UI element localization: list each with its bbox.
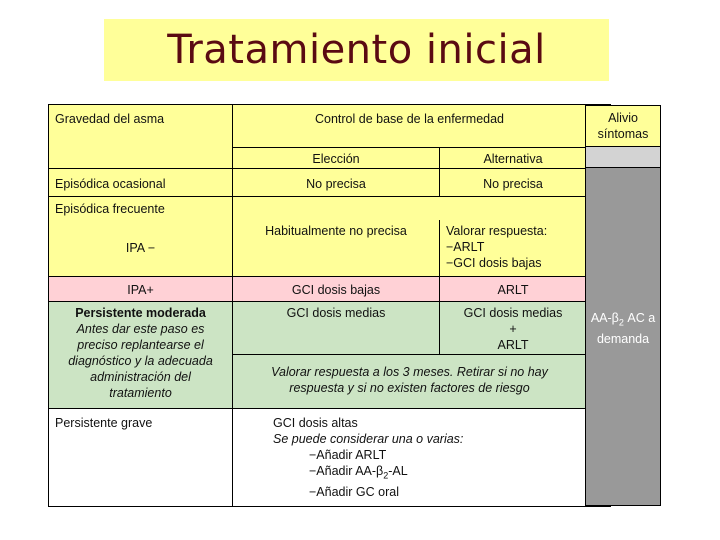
row-ipa-pos-label: IPA+ — [49, 276, 232, 301]
alivio-sub-header — [585, 146, 661, 167]
ipa-neg-alternativa: Valorar respuesta: −ARLT −GCI dosis bajas — [439, 220, 586, 276]
ipa-pos-alternativa: ARLT — [439, 276, 586, 301]
row-moderada-label: Persistente moderada Antes dar este paso es preciso replantearse el diagnóstico y la adecuada administración del tratamiento — [49, 301, 232, 408]
alivio-body: $AA-\beta_2$ AC a demanda — [585, 167, 661, 506]
moderada-eleccion: GCI dosis medias — [232, 301, 439, 354]
moderada-alternativa: GCI dosis medias + ARLT — [439, 301, 586, 354]
header-eleccion: Elección — [232, 147, 439, 168]
ipa-pos-eleccion: GCI dosis bajas — [232, 276, 439, 301]
header-alternativa: Alternativa — [439, 147, 586, 168]
ocasional-alternativa: No precisa — [439, 168, 586, 196]
alivio-line1: $AA-\beta_2$ AC a — [590, 311, 656, 328]
treatment-table — [48, 104, 611, 507]
moderada-valorar-note: Valorar respuesta a los 3 meses. Retirar si no hay respuesta y si no existen factores de riesgo — [232, 354, 586, 408]
row-ocasional-label: Episódica ocasional — [49, 168, 232, 196]
grave-opt2: −Añadir $AA-\beta_2-AL$ — [309, 464, 408, 481]
row-frecuente-label: Episódica frecuente — [49, 196, 232, 220]
title-banner — [104, 19, 609, 81]
ocasional-eleccion: No precisa — [232, 168, 439, 196]
alivio-header-box: Alivio síntomas — [585, 105, 661, 146]
header-control: Control de base de la enfermedad — [232, 105, 586, 147]
grave-treatment: GCI dosis altas Se puede considerar una o varias: −Añadir ARLT −Añadir $AA-\beta_2-AL$ −Añadir GC oral — [232, 408, 586, 506]
frecuente-spacer — [232, 196, 586, 220]
row-grave-label: Persistente grave — [49, 408, 232, 506]
page-title: Tratamiento inicial — [167, 27, 546, 73]
row-ipa-neg-label: IPA − — [49, 220, 232, 276]
ipa-neg-eleccion: Habitualmente no precisa — [232, 220, 439, 276]
header-gravedad: Gravedad del asma — [49, 105, 232, 168]
